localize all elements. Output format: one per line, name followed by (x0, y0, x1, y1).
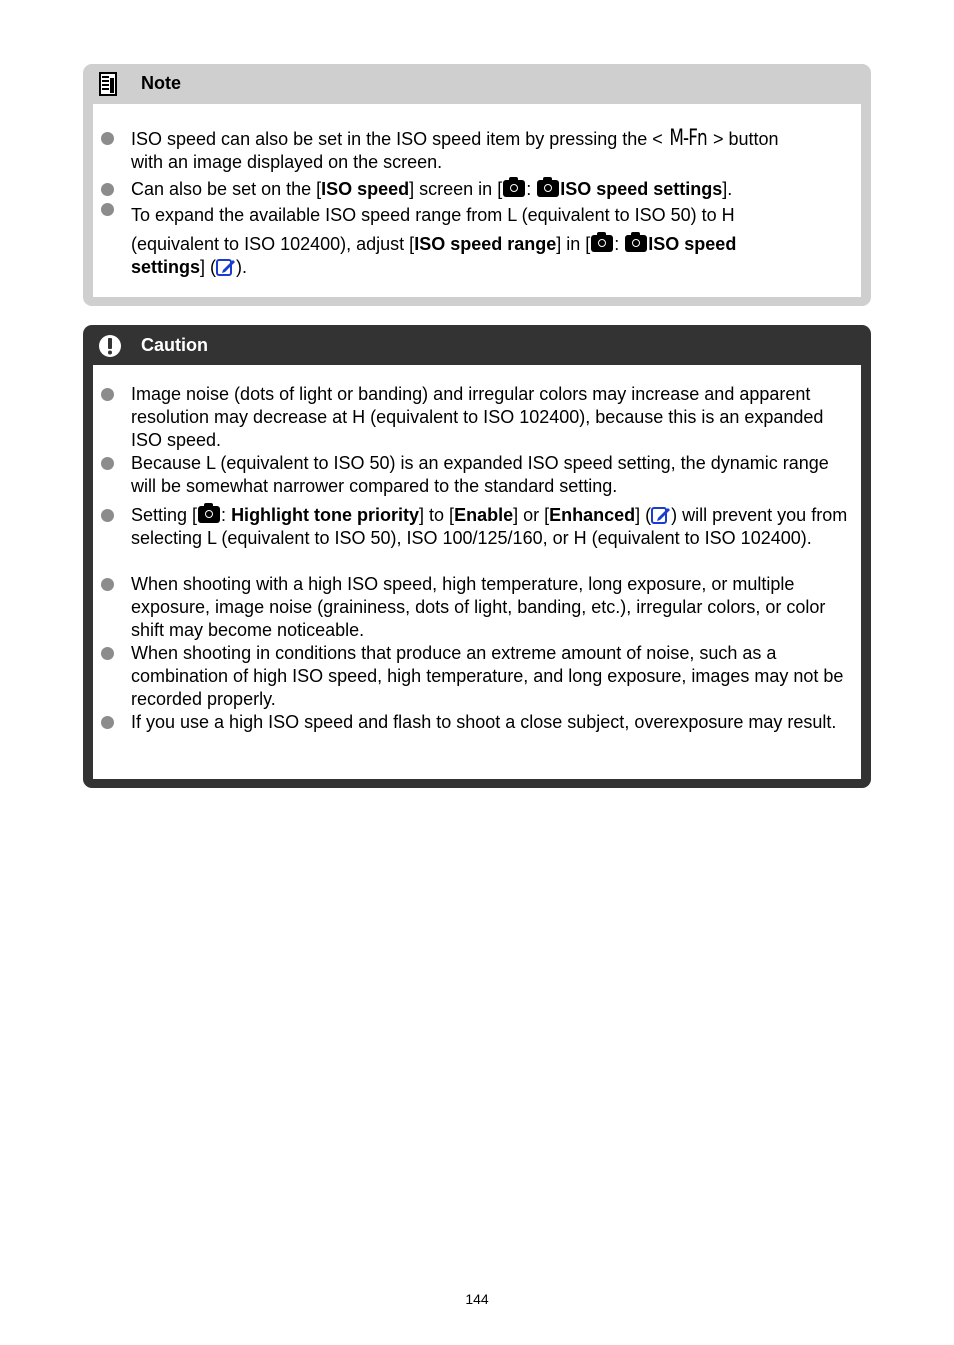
bullet-icon (101, 509, 114, 522)
list-item: When shooting with a high ISO speed, high temperature, long exposure, or multiple exposure, image noise (graininess, dots of light, banding, etc.), irregular colors, or color shift may become noticeable. (131, 573, 849, 642)
bullet-icon (101, 647, 114, 660)
bullet-icon (101, 203, 114, 216)
exclamation-icon (98, 334, 122, 363)
camera-icon (591, 235, 613, 252)
camera-icon (198, 506, 220, 523)
note-header (83, 64, 871, 104)
bullet-icon (101, 183, 114, 196)
list-item: Because L (equivalent to ISO 50) is an expanded ISO speed setting, the dynamic range will be somewhat narrower compared to the standard setting. (131, 452, 849, 498)
camera-icon (625, 235, 647, 252)
camera-icon (537, 180, 559, 197)
caution-body (93, 365, 861, 779)
caution-box (83, 325, 871, 788)
list-item: Setting [ : Highlight tone priority] to [Enable] or [Enhanced] ( ) will prevent you from selecting L (equivalent to ISO 50), ISO 100/125/160, or H (equivalent to ISO 102400). (131, 504, 849, 550)
note-icon (98, 72, 118, 101)
list-item: ISO speed can also be set in the ISO speed item by pressing the < M-Fn > button with an image displayed on the screen. (131, 127, 849, 174)
note-title: Note (141, 73, 181, 93)
bullet-icon (101, 457, 114, 470)
note-box (83, 64, 871, 306)
m-fn-button-icon: M-Fn (669, 126, 707, 151)
pencil-square-icon[interactable] (216, 257, 236, 277)
note-body (93, 104, 861, 297)
page-number: 144 (465, 1291, 489, 1307)
bullet-icon (101, 578, 114, 591)
list-item: To expand the available ISO speed range from L (equivalent to ISO 50) to H (equivalent to ISO 102400), adjust [ISO speed range] in [ : ISO speed settings] ( ). (131, 201, 849, 282)
list-item: If you use a high ISO speed and flash to shoot a close subject, overexposure may result. (131, 711, 849, 734)
list-item: When shooting in conditions that produce an extreme amount of noise, such as a combination of high ISO speed, high temperature, and long exposure, images may not be recorded properly. (131, 642, 849, 711)
pencil-square-icon[interactable] (651, 505, 671, 525)
caution-header (83, 325, 871, 365)
caution-title: Caution (141, 335, 208, 355)
list-item: Image noise (dots of light or banding) and irregular colors may increase and apparent resolution may decrease at H (equivalent to ISO 102400), because this is an expanded ISO speed. (131, 383, 849, 452)
bullet-icon (101, 716, 114, 729)
bullet-icon (101, 132, 114, 145)
list-item: Can also be set on the [ISO speed] screen in [ : ISO speed settings]. (131, 178, 849, 201)
camera-icon (503, 180, 525, 197)
bullet-icon (101, 388, 114, 401)
